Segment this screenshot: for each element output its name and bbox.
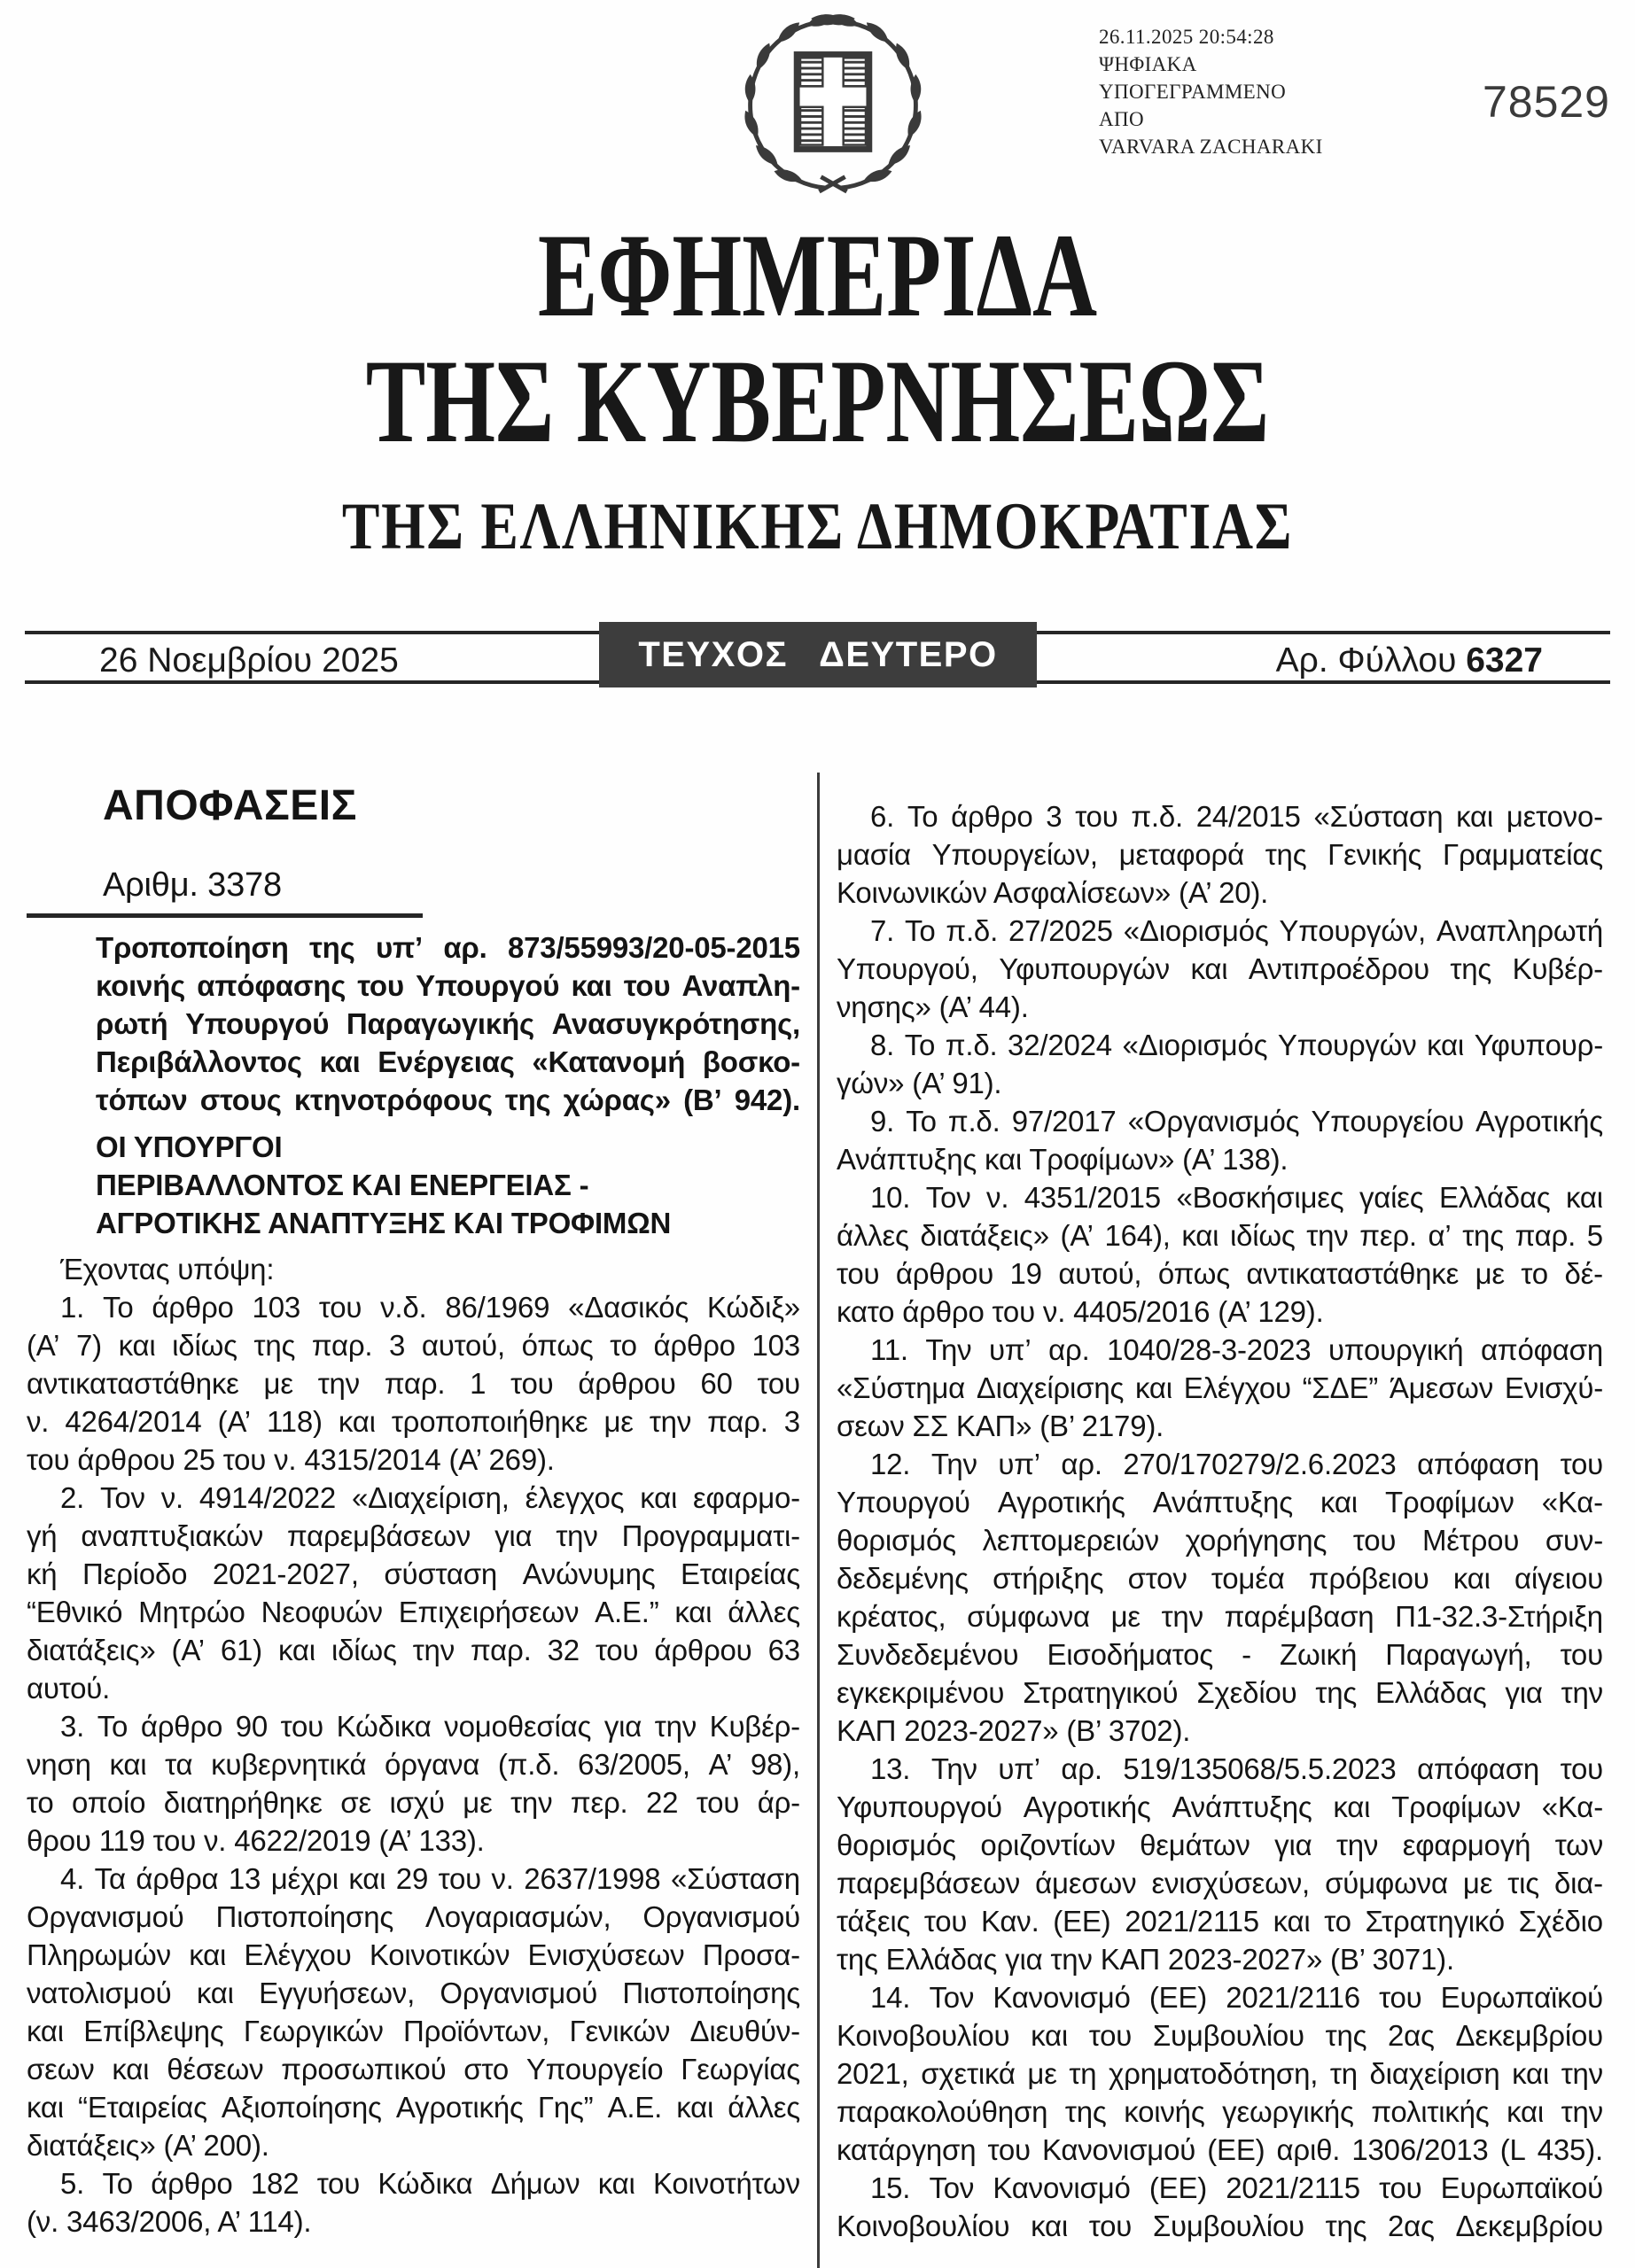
text-line: παρακολούθηση της κοινής γεωργικής πολιτικής και την: [837, 2095, 1603, 2128]
text-line: δεδεμένης στήριξης στον τομέα πρόβειου και αίγειου: [837, 1562, 1603, 1595]
text-line: νηση και τα κυβερνητικά όργανα (π.δ. 63/2005, Α’ 98),: [27, 1748, 800, 1781]
text-line: νησης» (Α’ 44).: [837, 990, 1029, 1023]
text-line: του άρθρου 19 αυτού, όπως αντικαταστάθηκε με το δέ-: [837, 1257, 1603, 1290]
text-line: θορισμός λεπτομερειών χορήγησης του Μέτρου συν-: [837, 1524, 1603, 1557]
text-line: της Ελλάδας για την ΚΑΠ 2023-2027» (Β’ 3071).: [837, 1943, 1454, 1976]
signature-timestamp: 26.11.2025 20:54:28: [1099, 26, 1274, 48]
paragraph: [27, 1707, 800, 1860]
greek-coat-of-arms-icon: [729, 5, 937, 195]
paragraph: [27, 1250, 800, 1288]
text-line: το οποίο διατηρήθηκε σε ισχύ με την περ. 22 του άρ-: [27, 1786, 800, 1819]
section-header: ΑΠΟΦΑΣΕΙΣ: [103, 782, 357, 829]
text-line: μασία Υπουργείων, μεταφορά της Γενικής Γραμματείας: [837, 838, 1603, 871]
text-line: διατάξεις» (Α’ 200).: [27, 2129, 269, 2162]
text-line: Περιβάλλοντος και Ενέργειας «Κατανομή βοσκο-: [96, 1045, 800, 1078]
text-line: 2021, σχετικά με τη χρηματοδότηση, τη διαχείριση και την: [837, 2057, 1603, 2090]
text-line: (Α’ 7) και ιδίως της παρ. 3 αυτού, όπως το άρθρο 103: [27, 1329, 800, 1362]
paragraph: [27, 2164, 800, 2241]
text-line: Ανάπτυξης και Τροφίμων» (Α’ 138).: [837, 1143, 1289, 1176]
text-line: ν. 4264/2014 (Α’ 118) και τροποποιήθηκε με την παρ. 3: [27, 1405, 800, 1438]
text-line: αυτού.: [27, 1672, 111, 1705]
issue-number-label: Αρ. Φύλλου: [1275, 641, 1467, 680]
text-line: σεων ΣΣ ΚΑΠ» (Β’ 2179).: [837, 1410, 1164, 1442]
right-column: [837, 797, 1603, 2245]
text-line: και “Εταιρείας Αξιοποίησης Αγροτικής Γης” Α.Ε. και άλλες: [27, 2091, 800, 2124]
paragraph: [27, 1479, 800, 1707]
text-line: Κοινοβουλίου και του Συμβουλίου της 2ας Δεκεμβρίου: [837, 2019, 1603, 2052]
gazette-subtitle: ΤΗΣ ΕΛΛΗΝΙΚΗΣ ΔΗΜΟΚΡΑΤΙΑΣ: [341, 490, 1294, 563]
text-line: ΚΑΠ 2023-2027» (Β’ 3702).: [837, 1714, 1191, 1747]
issue-type-badge: [599, 622, 1037, 687]
text-line: 2. Τον ν. 4914/2022 «Διαχείριση, έλεγχος και εφαρμο-: [60, 1481, 800, 1514]
text-line: 14. Τον Κανονισμό (ΕΕ) 2021/2116 του Ευρωπαϊκού: [870, 1981, 1603, 2014]
paragraph: [837, 1445, 1603, 1750]
text-line: 10. Τον ν. 4351/2015 «Βοσκήσιμες γαίες Ελλάδας και: [870, 1181, 1603, 1214]
text-line: «Σύστημα Διαχείρισης και Ελέγχου “ΣΔΕ” Άμεσων Ενισχύ-: [837, 1371, 1603, 1404]
text-line: γή αναπτυξιακών παρεμβάσεων για την Προγραμματι-: [27, 1519, 800, 1552]
text-line: τάξεις του Καν. (ΕΕ) 2021/2115 και το Στρατηγικό Σχέδιο: [837, 1905, 1603, 1938]
text-line: θορισμός οριζοντίων θεμάτων για την εφαρμογή των: [837, 1829, 1603, 1861]
text-line: Τροποποίηση της υπ’ αρ. 873/55993/20-05-2015: [96, 931, 800, 964]
text-line: Κοινοβουλίου και του Συμβουλίου της 2ας Δεκεμβρίου: [837, 2210, 1603, 2242]
text-line: άλλες διατάξεις» (Α’ 164), και ιδίως την περ. α’ της παρ. 5: [837, 1219, 1603, 1252]
left-column-text: [27, 928, 800, 2241]
paragraph: [837, 1750, 1603, 1978]
text-line: διατάξεις» (Α’ 61) και ιδίως την παρ. 32 του άρθρου 63: [27, 1634, 800, 1666]
text-line: 1. Το άρθρο 103 του ν.δ. 86/1969 «Δασικός Κώδιξ»: [60, 1291, 800, 1324]
text-line: ΠΕΡΙΒΑΛΛΟΝΤΟΣ ΚΑΙ ΕΝΕΡΓΕΙΑΣ -: [96, 1169, 589, 1201]
paragraph: [837, 912, 1603, 1026]
signature-line: ΑΠΟ: [1099, 108, 1145, 130]
text-line: ΑΓΡΟΤΙΚΗΣ ΑΝΑΠΤΥΞΗΣ ΚΑΙ ΤΡΟΦΙΜΩΝ: [96, 1207, 672, 1239]
gazette-title-line1: ΕΦΗΜΕΡΙΔΑ: [537, 210, 1098, 342]
text-line: εγκεκριμένου Στρατηγικού Σχεδίου της Ελλάδας για την: [837, 1676, 1603, 1709]
text-line: 3. Το άρθρο 90 του Κώδικα νομοθεσίας για την Κυβέρ-: [60, 1710, 800, 1743]
paragraph: [837, 2169, 1603, 2245]
signature-line: ΥΠΟΓΕΓΡΑΜΜΕΝΟ: [1099, 81, 1287, 103]
paragraph: [837, 1978, 1603, 2169]
issue-number-value: 6327: [1466, 641, 1543, 680]
column-divider: [817, 773, 820, 2268]
text-line: κατάργηση του Κανονισμού (ΕΕ) αριθ. 1306/2013 (L 435).: [837, 2133, 1603, 2166]
text-line: ρωτή Υπουργού Παραγωγικής Ανασυγκρότησης,: [96, 1007, 800, 1040]
gazette-title-line2: ΤΗΣ ΚΥΒΕΡΝΗΣΕΩΣ: [365, 336, 1270, 468]
text-line: 13. Την υπ’ αρ. 519/135068/5.5.2023 απόφαση του: [870, 1752, 1603, 1785]
text-line: (ν. 3463/2006, Α’ 114).: [27, 2205, 312, 2238]
decision-subject: [96, 928, 800, 1119]
left-column: [27, 783, 800, 2241]
text-line: του άρθρου 25 του ν. 4315/2014 (Α’ 269).: [27, 1443, 555, 1476]
text-line: 12. Την υπ’ αρ. 270/170279/2.6.2023 απόφαση του: [870, 1448, 1603, 1480]
paragraph: [27, 1860, 800, 2164]
text-line: Υπουργού, Υφυπουργών και Αντιπροέδρου της Κυβέρ-: [837, 952, 1603, 985]
text-line: Οργανισμού Πιστοποίησης Λογαριασμών, Οργανισμού: [27, 1900, 800, 1933]
text-line: σεων και θέσεων προσωπικού στο Υπουργείο Γεωργίας: [27, 2053, 800, 2085]
text-line: 4. Τα άρθρα 13 μέχρι και 29 του ν. 2637/1998 «Σύσταση: [60, 1862, 800, 1895]
text-line: Συνδεδεμένου Εισοδήματος - Ζωική Παραγωγή, του: [837, 1638, 1603, 1671]
text-line: κρέατος, σύμφωνα με την παρέμβαση Π1-32.3-Στήριξη: [837, 1600, 1603, 1633]
paragraph: [27, 1288, 800, 1479]
paragraph: [837, 797, 1603, 912]
issue-type-label: ΤΕΥΧΟΣ ΔΕΥΤΕΡΟ: [638, 634, 998, 674]
text-line: τόπων στους κτηνοτρόφους της χώρας» (Β’ 942).: [96, 1084, 800, 1116]
text-line: παρεμβάσεων άμεσων ενισχύσεων, σύμφωνα με τις δια-: [837, 1867, 1603, 1899]
issue-date: 26 Νοεμβρίου 2025: [99, 641, 399, 680]
page-number: 78529: [1482, 77, 1610, 127]
paragraph: [837, 1178, 1603, 1331]
text-line: κατο άρθρο του ν. 4405/2016 (Α’ 129).: [837, 1295, 1324, 1328]
text-line: Υφυπουργού Αγροτικής Ανάπτυξης και Τροφίμων «Κα-: [837, 1790, 1603, 1823]
text-line: θρου 119 του ν. 4622/2019 (Α’ 133).: [27, 1824, 485, 1857]
text-line: και Επίβλεψης Γεωργικών Προϊόντων, Γενικών Διευθύν-: [27, 2015, 800, 2047]
text-line: κή Περίοδο 2021-2027, σύσταση Ανώνυμης Εταιρείας: [27, 1557, 800, 1590]
text-line: 5. Το άρθρο 182 του Κώδικα Δήμων και Κοινοτήτων: [60, 2167, 800, 2200]
right-column-text: [837, 797, 1603, 2245]
text-line: Πληρωμών και Ελέγχου Κοινοτικών Ενισχύσεων Προσα-: [27, 1938, 800, 1971]
text-line: Υπουργού Αγροτικής Ανάπτυξης και Τροφίμων «Κα-: [837, 1486, 1603, 1518]
text-line: 15. Τον Κανονισμό (ΕΕ) 2021/2115 του Ευρωπαϊκού: [870, 2171, 1603, 2204]
paragraph: [837, 1102, 1603, 1178]
text-line: 6. Το άρθρο 3 του π.δ. 24/2015 «Σύσταση και μετονο-: [870, 800, 1603, 833]
text-line: 8. Το π.δ. 32/2024 «Διορισμός Υπουργών και Υφυπουρ-: [870, 1029, 1603, 1061]
ministers-heading: [96, 1128, 800, 1242]
paragraph: [837, 1026, 1603, 1102]
text-line: νατολισμού και Εγγυήσεων, Οργανισμού Πιστοποίησης: [27, 1977, 800, 2009]
signature-line: ΨΗΦΙΑΚΑ: [1099, 53, 1197, 75]
text-line: ΟΙ ΥΠΟΥΡΓΟΙ: [96, 1130, 283, 1163]
text-line: 9. Το π.δ. 97/2017 «Οργανισμός Υπουργείου Αγροτικής: [870, 1105, 1603, 1138]
digital-signature-block: [1099, 23, 1471, 160]
decision-number: Αριθμ. 3378: [103, 866, 282, 904]
text-line: κοινής απόφασης του Υπουργού και του Αναπλη-: [96, 969, 800, 1002]
text-line: Κοινωνικών Ασφαλίσεων» (Α’ 20).: [837, 876, 1269, 909]
paragraph: [837, 1331, 1603, 1445]
text-line: 7. Το π.δ. 27/2025 «Διορισμός Υπουργών, Αναπληρωτή: [870, 914, 1603, 947]
text-line: Έχοντας υπόψη:: [60, 1253, 275, 1285]
text-line: γών» (Α’ 91).: [837, 1067, 1002, 1099]
text-line: αντικαταστάθηκε με την παρ. 1 του άρθρου 60 του: [27, 1367, 800, 1400]
signature-signer: VARVARA ZACHARAKI: [1099, 136, 1323, 158]
issue-number: [1276, 641, 1543, 680]
text-line: “Εθνικό Μητρώο Νεοφυών Επιχειρήσεων Α.Ε.” και άλλες: [27, 1596, 800, 1628]
text-line: 11. Την υπ’ αρ. 1040/28-3-2023 υπουργική απόφαση: [870, 1333, 1603, 1366]
decision-number-underline: [27, 913, 423, 918]
